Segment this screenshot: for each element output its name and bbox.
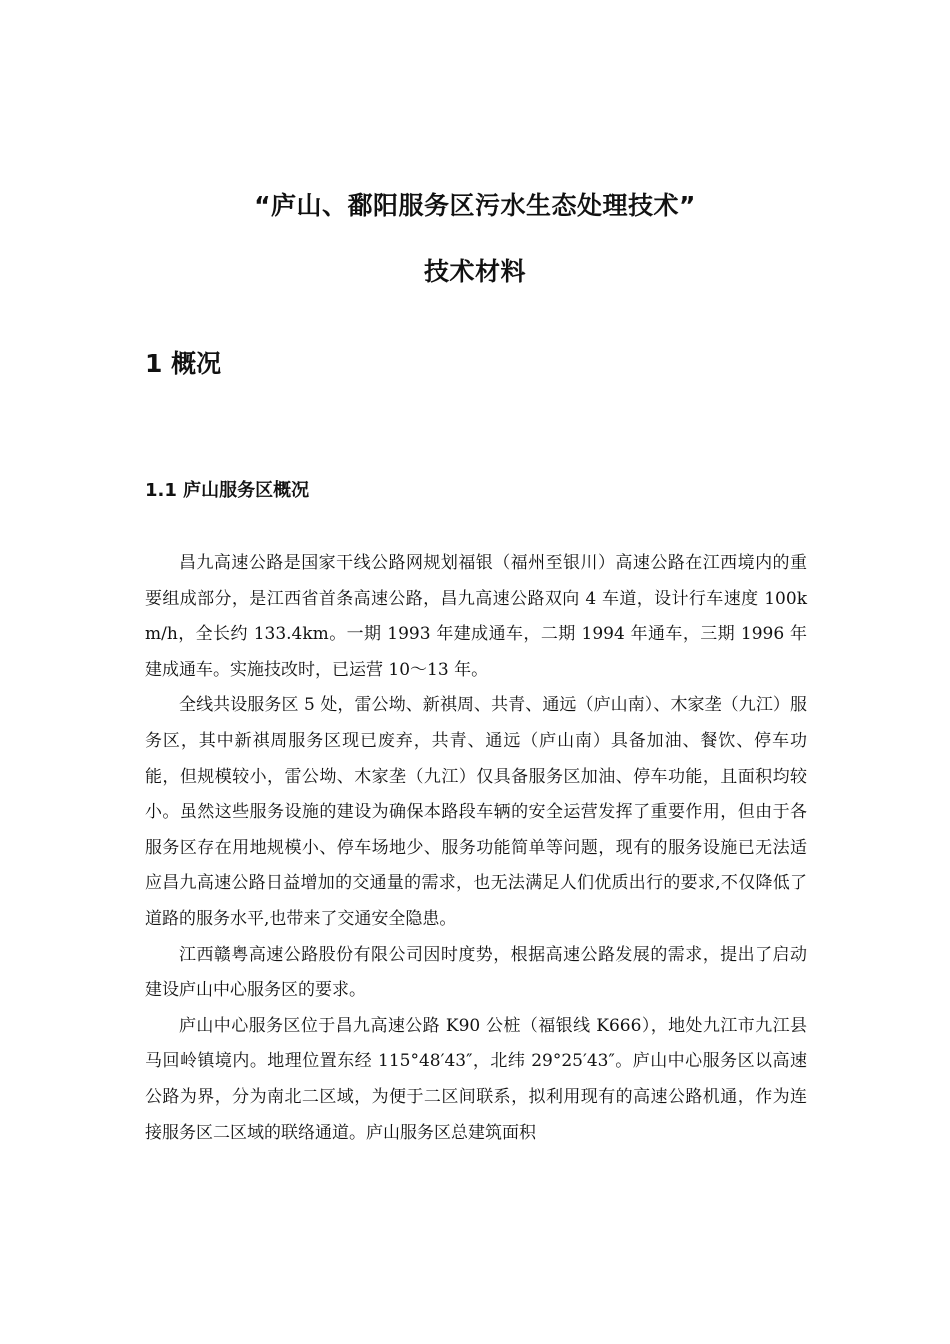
document-title-line1: “庐山、鄱阳服务区污水生态处理技术” — [254, 191, 696, 220]
subsection-heading-lushan: 1.1 庐山服务区概况 — [145, 480, 310, 501]
paragraph: 昌九高速公路是国家干线公路网规划福银（福州至银川）高速公路在江西境内的重要组成部分，是江西省首条高速公路，昌九高速公路双向 4 车道，设计行车速度 100km/h，全长约 133.4km。一期 1993 年建成通车，二期 1994 年通车，三期 1996 年建成通车。实施技改时，已运营 10～13 年。 — [145, 553, 807, 680]
paragraph: 全线共设服务区 5 处，雷公坳、新祺周、共青、通远（庐山南）、木家垄（九江）服务区，其中新祺周服务区现已废弃，共青、通远（庐山南）具备加油、餐饮、停车功能，但规模较小，雷公坳、木家垄（九江）仅具备服务区加油、停车功能，且面积均较小。虽然这些服务设施的建设为确保本路段车辆的安全运营发挥了重要作用，但由于各服务区存在用地规模小、停车场地少、服务功能简单等问题，现有的服务设施已无法适应昌九高速公路日益增加的交通量的需求，也无法满足人们优质出行的要求,不仅降低了道路的服务水平,也带来了交通安全隐患。 — [145, 695, 807, 929]
document-title-line2: 技术材料 — [423, 257, 526, 286]
section-heading-overview: 1 概况 — [145, 349, 222, 378]
paragraph: 江西赣粤高速公路股份有限公司因时度势，根据高速公路发展的需求，提出了启动建设庐山中心服务区的要求。 — [145, 944, 807, 1001]
paragraph: 庐山中心服务区位于昌九高速公路 K90 公桩（福银线 K666），地处九江市九江县马回岭镇境内。地理位置东经 115°48′43″，北纬 29°25′43″。庐山中心服务区以高速公路为界，分为南北二区域，为便于二区间联系，拟利用现有的高速公路机通，作为连接服务区二区域的联络通道。庐山服务区总建筑面积 — [145, 1015, 807, 1143]
body-text — [145, 546, 807, 1151]
